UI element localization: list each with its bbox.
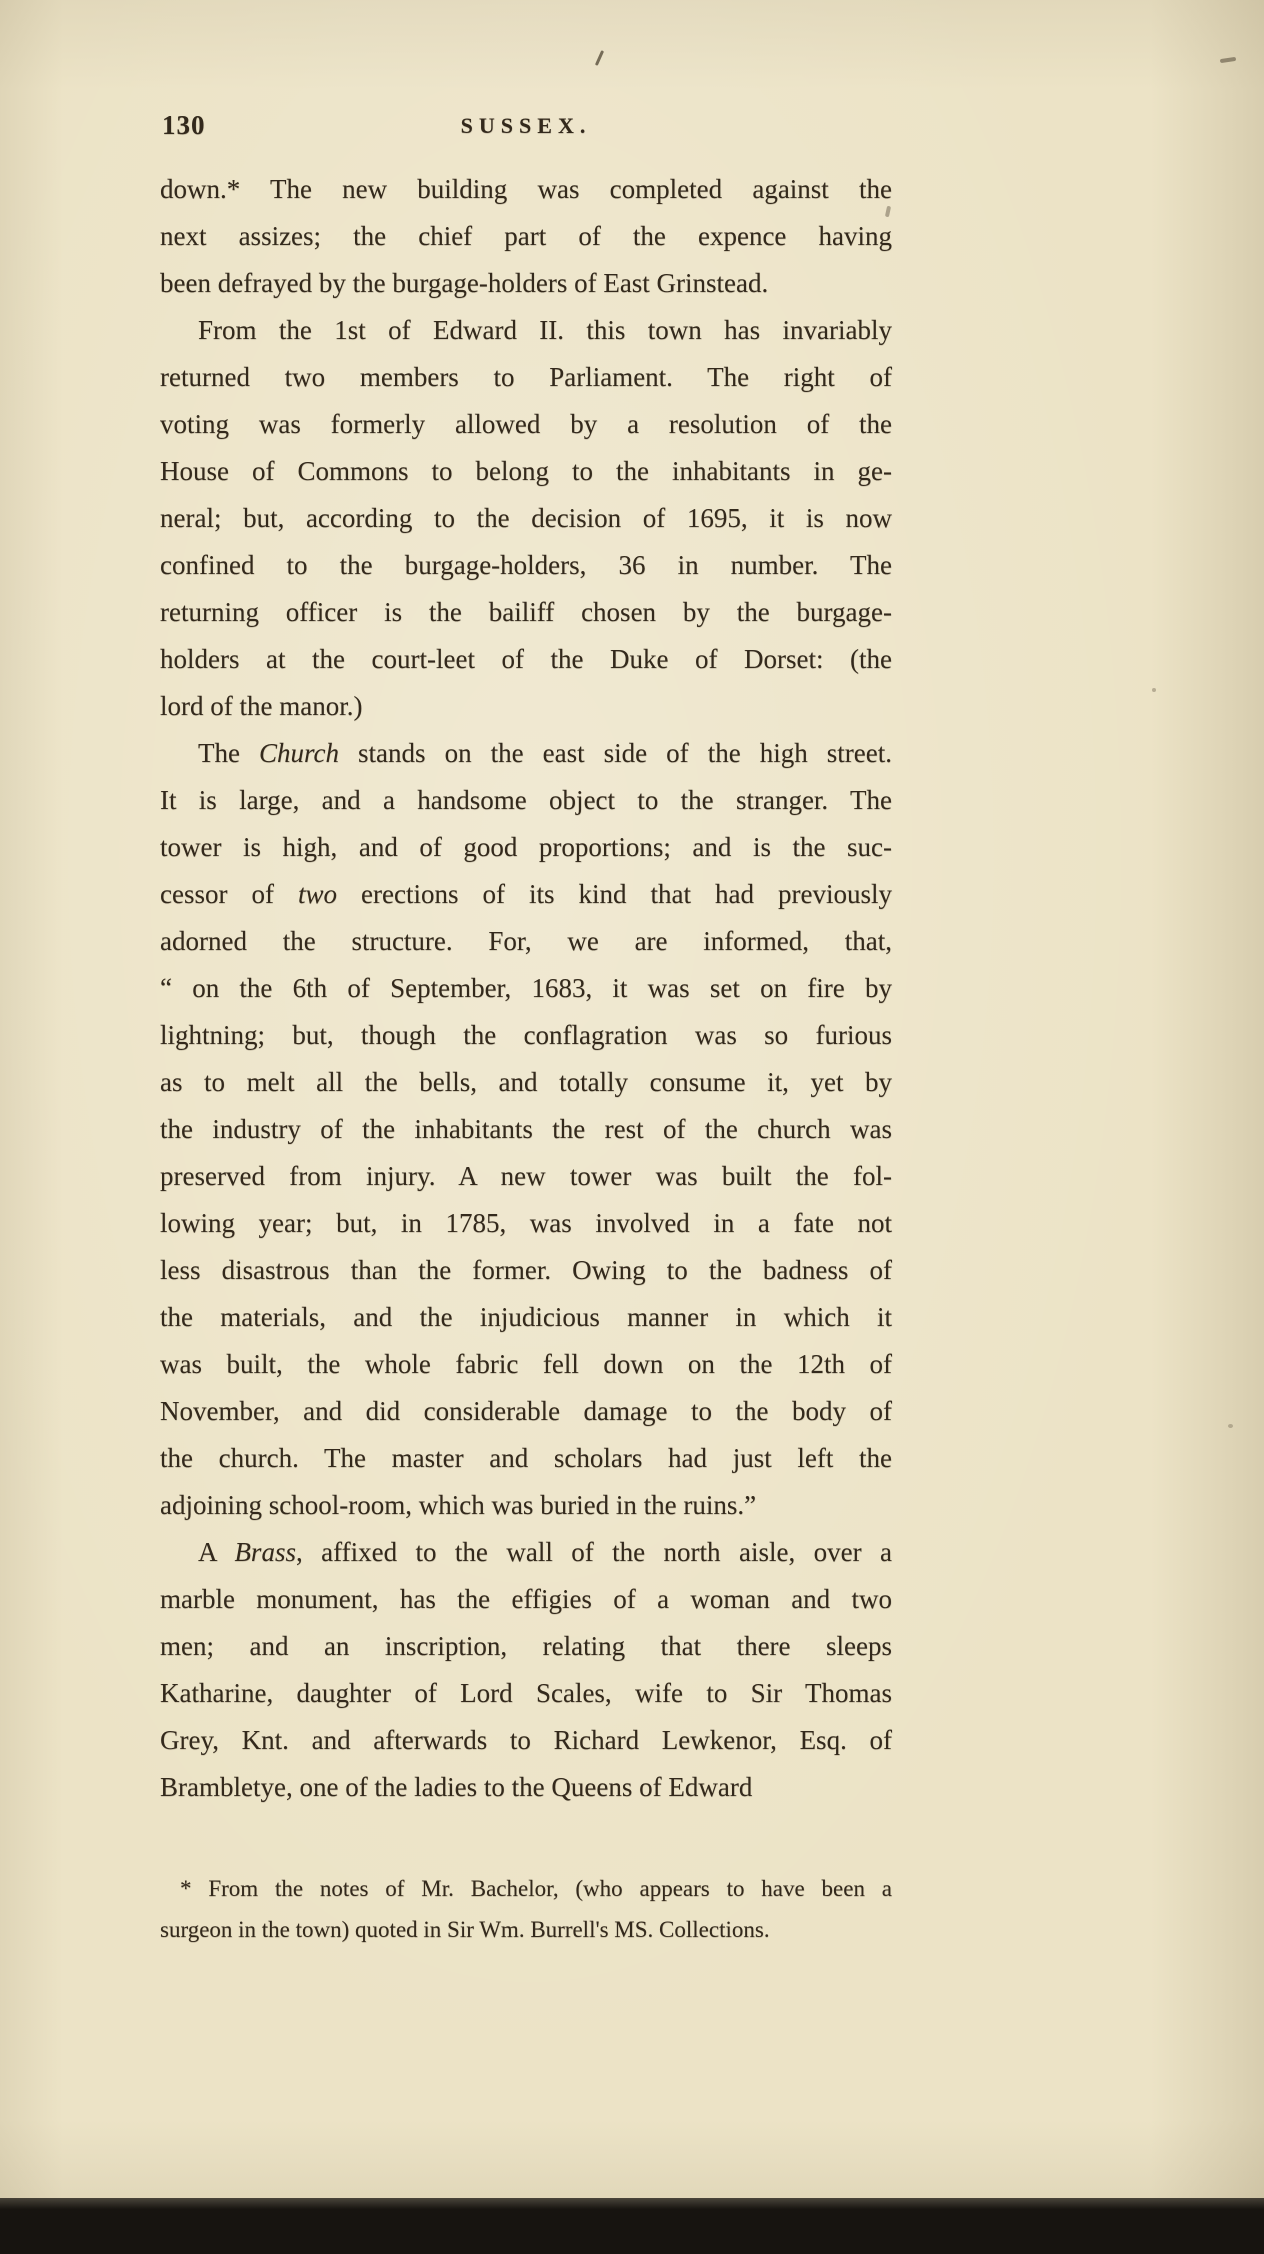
running-title: SUSSEX.	[460, 113, 592, 138]
page-header	[160, 108, 892, 148]
text-line: voting was formerly allowed by a resolution of the	[160, 409, 892, 439]
text-line: next assizes; the chief part of the expence having	[160, 221, 892, 251]
text-line: returning officer is the bailiff chosen by the burgage-	[160, 597, 892, 627]
footnote-line: surgeon in the town) quoted in Sir Wm. Burrell's MS. Collections.	[160, 1917, 770, 1942]
text-line: Grey, Knt. and afterwards to Richard Lewkenor, Esq. of	[160, 1725, 892, 1755]
text-line: It is large, and a handsome object to the stranger. The	[160, 785, 892, 815]
paragraph	[160, 307, 892, 730]
text-line: as to melt all the bells, and totally consume it, yet by	[160, 1067, 892, 1097]
page-number: 130	[162, 110, 206, 140]
text-line: been defrayed by the burgage-holders of East Grinstead.	[160, 268, 769, 298]
text-line: lowing year; but, in 1785, was involved in a fate not	[160, 1208, 892, 1238]
text-line: less disastrous than the former. Owing to the badness of	[160, 1255, 892, 1285]
text-line: Katharine, daughter of Lord Scales, wife to Sir Thomas	[160, 1678, 892, 1708]
text-line: down.* The new building was completed against the	[160, 174, 892, 204]
text-line: adorned the structure. For, we are informed, that,	[160, 926, 892, 956]
text-line: neral; but, according to the decision of 1695, it is now	[160, 503, 892, 533]
paragraph	[160, 730, 892, 1529]
footnote	[160, 1868, 892, 1950]
text-line: lord of the manor.)	[160, 691, 363, 721]
ink-speck	[595, 50, 604, 66]
text-line: The Church stands on the east side of the high street.	[198, 738, 892, 768]
text-block	[160, 166, 892, 1811]
paragraph	[160, 166, 892, 307]
text-line: House of Commons to belong to the inhabitants in ge-	[160, 456, 892, 486]
text-line: cessor of two erections of its kind that had previously	[160, 879, 893, 909]
text-line: returned two members to Parliament. The right of	[160, 362, 892, 392]
paragraph	[160, 1529, 892, 1811]
text-line: lightning; but, though the conflagration was so furious	[160, 1020, 892, 1050]
text-line: “ on the 6th of September, 1683, it was set on fire by	[160, 973, 892, 1003]
ink-speck	[1220, 57, 1236, 63]
text-line: Brambletye, one of the ladies to the Queens of Edward	[160, 1772, 753, 1802]
text-line: preserved from injury. A new tower was built the fol-	[160, 1161, 892, 1191]
text-line: November, and did considerable damage to the body of	[160, 1396, 892, 1426]
text-line: the industry of the inhabitants the rest of the church was	[160, 1114, 892, 1144]
text-line: men; and an inscription, relating that there sleeps	[160, 1631, 892, 1661]
ink-speck	[1152, 688, 1156, 692]
text-line: the church. The master and scholars had just left the	[160, 1443, 892, 1473]
scan-edge-band	[0, 2198, 1264, 2254]
text-line: holders at the court-leet of the Duke of Dorset: (the	[160, 644, 892, 674]
text-line: adjoining school-room, which was buried in the ruins.”	[160, 1490, 757, 1520]
text-line: From the 1st of Edward II. this town has invariably	[198, 315, 892, 345]
text-line: tower is high, and of good proportions; and is the suc-	[160, 832, 892, 862]
footnote-line: * From the notes of Mr. Bachelor, (who appears to have been a	[180, 1876, 892, 1901]
text-line: A Brass, affixed to the wall of the north aisle, over a	[198, 1537, 892, 1567]
text-line: was built, the whole fabric fell down on the 12th of	[160, 1349, 892, 1379]
text-line: confined to the burgage-holders, 36 in number. The	[160, 550, 892, 580]
text-line: marble monument, has the effigies of a woman and two	[160, 1584, 892, 1614]
ink-speck	[1228, 1424, 1233, 1428]
text-line: the materials, and the injudicious manner in which it	[160, 1302, 892, 1332]
